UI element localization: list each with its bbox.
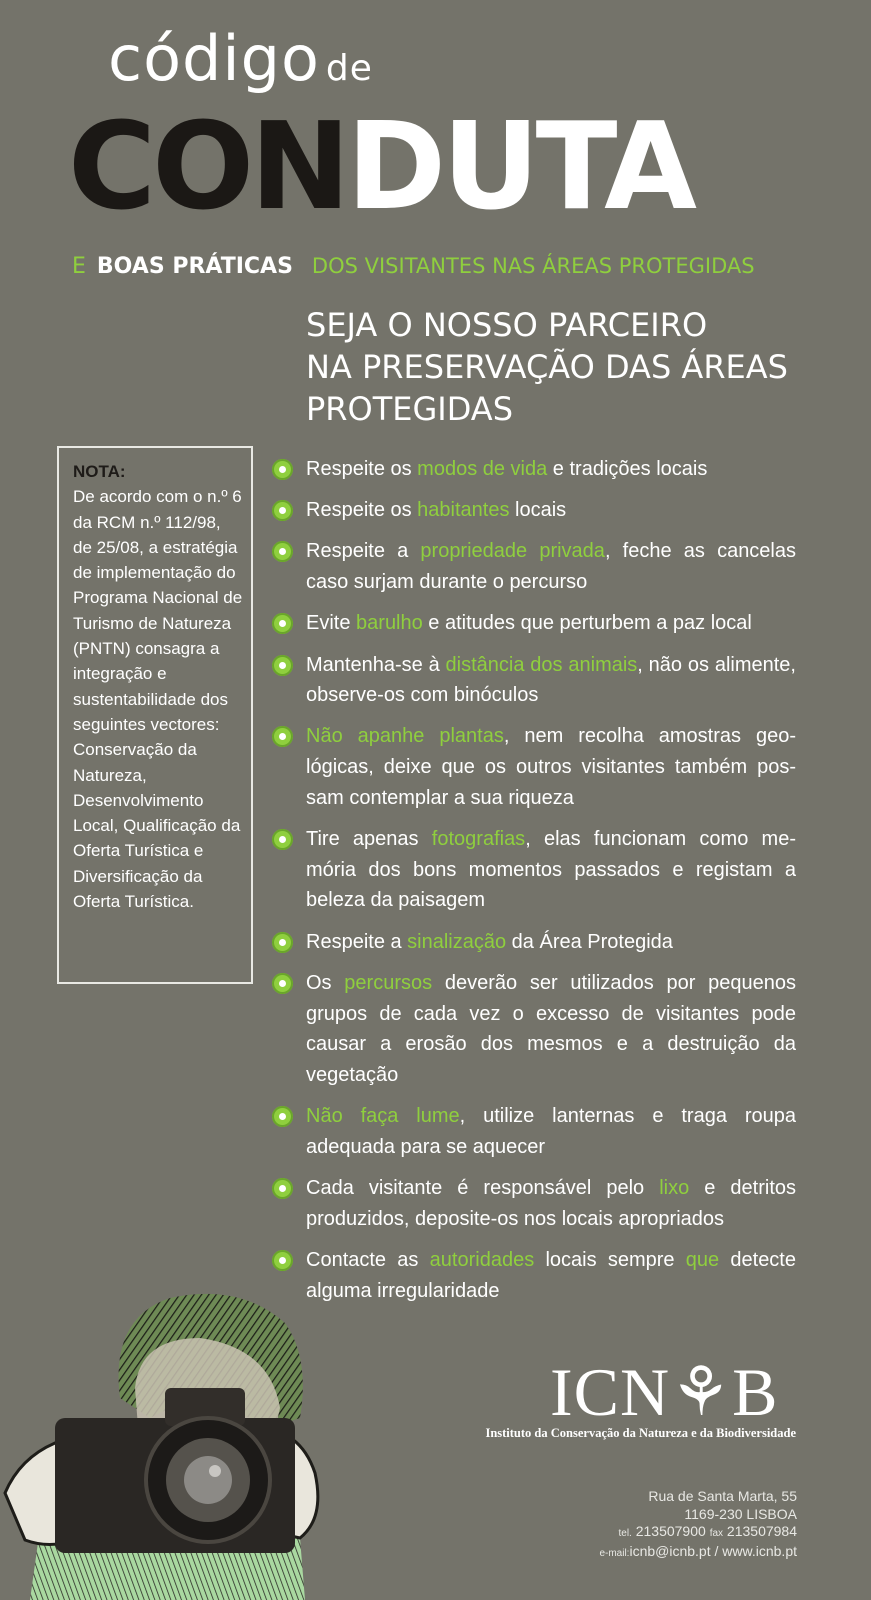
- rule-item: [306, 824, 796, 916]
- rule-text: e detritos produzidos, deposite-os nos locais apropriados: [306, 1177, 796, 1230]
- rule-item: [306, 454, 796, 485]
- rule-text: e tradições locais: [547, 458, 708, 480]
- rule-text: , nem recolha amostras geo-lógicas, deixe que os outros visitantes também pos-sam contemplar a sua riqueza: [306, 725, 796, 809]
- rule-highlight: autoridades: [429, 1248, 535, 1271]
- rule-item: [306, 721, 796, 813]
- headline-line-2: NA PRESERVAÇÃO DAS ÁREAS: [306, 348, 788, 386]
- headline: [306, 304, 826, 430]
- rule-text: locais sempre: [534, 1248, 686, 1271]
- rule-text: Respeite os: [306, 458, 418, 480]
- address-contact: [599, 1543, 797, 1563]
- email-link[interactable]: icnb@icnb.pt: [629, 1542, 711, 1559]
- title-duta: DUTA: [346, 98, 693, 237]
- headline-line-3: PROTEGIDAS: [306, 390, 513, 428]
- rule-bullet-icon: [272, 932, 293, 953]
- rule-bullet-icon: [272, 500, 293, 521]
- rule-highlight: propriedade privada: [420, 540, 605, 563]
- rule-bullet-icon: [272, 655, 293, 676]
- address-street: Rua de Santa Marta, 55: [648, 1488, 797, 1504]
- fax-number: 213507984: [726, 1523, 797, 1539]
- rule-item: [306, 1173, 796, 1234]
- rule-bullet-icon: [272, 613, 293, 634]
- rule-item: [306, 608, 796, 639]
- rules-list: [306, 454, 796, 1317]
- rule-text: Respeite a: [306, 930, 408, 953]
- rule-item: [306, 927, 796, 958]
- photographer-illustration: [0, 1278, 330, 1600]
- rule-text: Os: [306, 971, 345, 994]
- fax-label: fax: [709, 1528, 724, 1539]
- rule-item: [306, 495, 796, 526]
- nota-text: De acordo com o n.º 6 da RCM n.º 112/98, de 25/08, a estratégia de implementação do Programa Nacional de Turismo de Natureza (PNTN) consagra a integração e sustentabilidade dos seguintes vectores: Conservação da Natureza, Desenvolvimento Local, Qualificação da Oferta Turística e Diversificação da Oferta Turística.: [73, 487, 243, 912]
- title-conduta: [68, 98, 693, 237]
- rule-text: Mantenha-se à: [306, 653, 446, 676]
- rule-text: Respeite os: [306, 499, 418, 522]
- rule-item: [306, 1101, 796, 1162]
- rule-text: Respeite a: [306, 540, 421, 563]
- rule-text: locais: [509, 499, 567, 522]
- tel-number: 213507900: [635, 1523, 706, 1539]
- rule-item: [306, 1245, 796, 1306]
- rule-bullet-icon: [272, 829, 293, 850]
- tel-label: tel.: [618, 1528, 632, 1539]
- rule-text: da Área Protegida: [506, 930, 673, 953]
- rule-highlight: habitantes: [417, 499, 510, 522]
- subtitle-boas-praticas: BOAS PRÁTICAS: [96, 254, 293, 279]
- icnb-institute-name: Instituto da Conservação da Natureza e da Biodiversidade: [485, 1426, 796, 1440]
- web-link[interactable]: www.icnb.pt: [722, 1542, 797, 1559]
- headline-line-1: SEJA O NOSSO PARCEIRO: [306, 306, 708, 344]
- rule-highlight: modos de vida: [417, 458, 548, 480]
- rule-item: [306, 536, 796, 597]
- rule-text: Contacte as: [306, 1248, 430, 1271]
- address-city: 1169-230 LISBOA: [684, 1505, 797, 1522]
- rule-text: Evite: [306, 612, 357, 635]
- title-de-word: de: [325, 48, 373, 89]
- contact-separator: /: [710, 1542, 723, 1559]
- rule-text: , elas funcionam como me-mória dos bons momentos passados e registam a beleza da paisagem: [306, 828, 796, 912]
- address-block: [599, 1488, 797, 1562]
- rule-highlight: Não apanhe plantas: [306, 725, 504, 748]
- title-con: CON: [68, 98, 347, 237]
- rule-bullet-icon: [272, 1178, 293, 1199]
- camera-lens-inner: [184, 1456, 232, 1504]
- title-codigo-word: código: [108, 22, 320, 95]
- rule-text: detecte alguma irregularidade: [306, 1248, 796, 1302]
- rule-text: Cada visitante é responsável pelo: [306, 1177, 660, 1200]
- rule-bullet-icon: [272, 973, 293, 994]
- rule-highlight: que: [685, 1248, 720, 1271]
- rule-bullet-icon: [272, 459, 293, 480]
- rule-highlight: Não faça lume: [306, 1105, 460, 1128]
- icnb-logo: ICN⚘B: [550, 1354, 779, 1430]
- nota-title: NOTA:: [73, 462, 126, 481]
- rule-item: [306, 650, 796, 711]
- rule-bullet-icon: [272, 1106, 293, 1127]
- address-phone: [599, 1523, 797, 1543]
- subtitle-visitantes: DOS VISITANTES NAS ÁREAS PROTEGIDAS: [311, 254, 755, 278]
- rule-highlight: percursos: [344, 971, 433, 994]
- rule-highlight: distância dos animais: [445, 653, 638, 676]
- rule-text: , feche as cancelas caso surjam durante o percurso: [306, 540, 796, 594]
- rule-text: deverão ser utilizados por pequenos grupos de cada vez o excesso de visitantes pode causar a erosão dos mesmos e a destruição da vegetação: [306, 971, 796, 1086]
- rule-item: [306, 968, 796, 1091]
- rule-highlight: fotografias: [431, 828, 526, 851]
- rule-bullet-icon: [272, 541, 293, 562]
- rule-highlight: barulho: [356, 612, 423, 635]
- camera-lens-glint: [209, 1465, 221, 1477]
- rule-text: Tire apenas: [306, 828, 432, 851]
- rule-text: , não os alimente, observe-os com binóculos: [306, 653, 796, 707]
- rule-bullet-icon: [272, 1250, 293, 1271]
- subtitle-e: E: [72, 254, 86, 279]
- subtitle: [72, 254, 755, 279]
- rule-text: , utilize lanternas e traga roupa adequada para se aquecer: [306, 1105, 796, 1158]
- rule-text: e atitudes que perturbem a paz local: [422, 612, 752, 635]
- rule-bullet-icon: [272, 726, 293, 747]
- nota-box: [57, 446, 253, 984]
- email-label: e-mail:: [599, 1547, 630, 1559]
- title-codigo: [108, 22, 373, 95]
- rule-highlight: sinalização: [407, 930, 507, 953]
- rule-highlight: lixo: [659, 1177, 690, 1200]
